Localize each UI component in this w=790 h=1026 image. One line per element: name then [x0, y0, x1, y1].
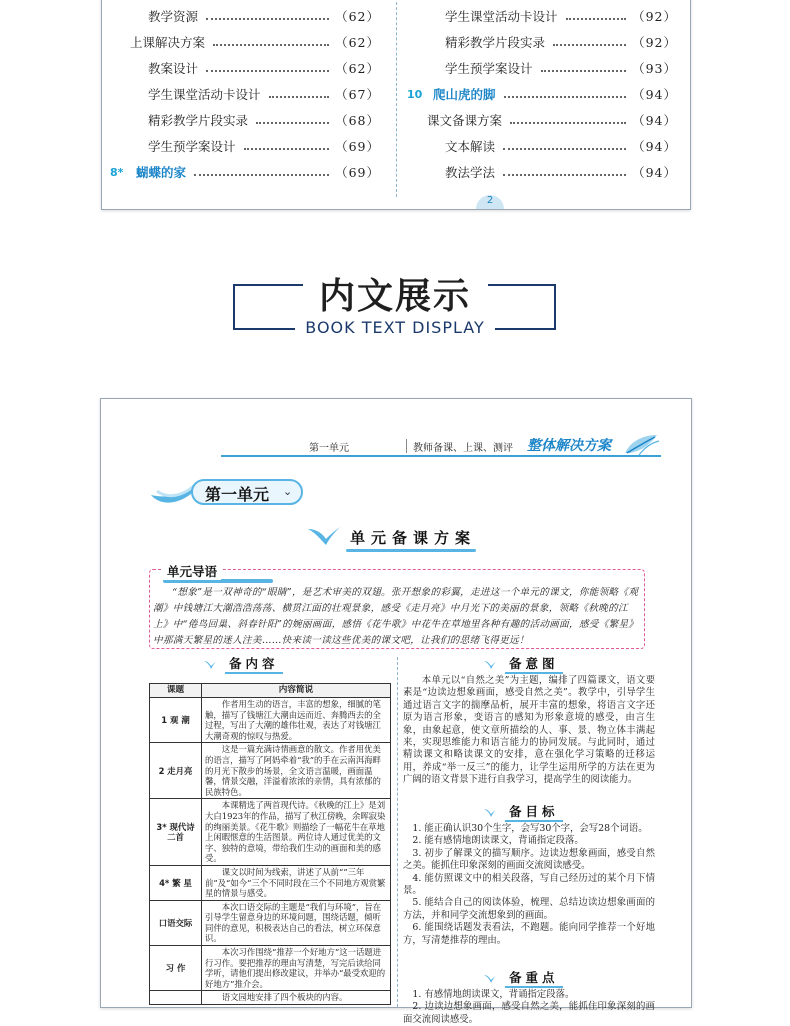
- table-row: [150, 743, 391, 799]
- prep-heading: [203, 655, 283, 673]
- bird-icon: [306, 523, 342, 549]
- toc-entry-title: 爬山虎的脚: [433, 87, 496, 102]
- toc-entry[interactable]: [110, 57, 380, 79]
- toc-leader-dots: [206, 70, 329, 72]
- toc-page-ref: （62）: [335, 9, 380, 24]
- toc-divider: [396, 0, 398, 197]
- toc-chapter-number: 8*: [110, 165, 124, 179]
- prep-content-column: [143, 655, 395, 1015]
- toc-entry-title: 学生课堂活动卡设计: [148, 87, 261, 102]
- toc-leader-dots: [213, 44, 329, 46]
- bird-icon: [483, 972, 499, 984]
- toc-entry[interactable]: [407, 31, 677, 53]
- goals-heading: [483, 803, 563, 821]
- toc-leader-dots: [256, 122, 329, 124]
- toc-leader-dots: [194, 174, 329, 176]
- column-divider: [397, 657, 398, 1007]
- running-head-rule: [221, 455, 661, 457]
- column-header: 课题: [150, 684, 202, 698]
- section-title: 内文展示: [318, 276, 471, 317]
- leaf-icon: [621, 433, 661, 457]
- toc-leader-dots: [510, 122, 626, 124]
- keypoints-heading-label: 备重点: [505, 968, 563, 988]
- toc-entry-title: 教案设计: [148, 61, 199, 76]
- toc-entry[interactable]: [407, 57, 677, 79]
- list-item: 2. 能有感情地朗读课文，背诵指定段落。: [412, 835, 584, 847]
- intro-text: “想象”是一双神奇的“眼睛”，是艺术审美的双翅。张开想象的彩翼，走进这一个单元的课文，你能领略《观潮》中钱塘江大潮浩浩荡荡、横贯江面的壮观景象，感受《走月亮》中月光下的美丽的景象，领略《秋晚的江上》中“倦鸟回巢、斜春针阳”的婉丽画面，感悟《花牛歌》中花牛在草地里各种有趣的活动画面，感受《繁星》中那满天繁星的迷人注美……快来读一读这些优美的课文吧，让我们的思绪飞得更远！: [153, 587, 639, 646]
- toc-entry[interactable]: [407, 109, 677, 131]
- toc-page-ref: （94）: [632, 87, 677, 102]
- toc-entry-title: 课文备课方案: [427, 113, 503, 128]
- goals-heading-label: 备目标: [505, 802, 563, 822]
- intent-column: [403, 655, 659, 1025]
- toc-page-ref: （92）: [632, 35, 677, 50]
- row-description: 语文园地安排了四个板块的内容。: [202, 991, 391, 1005]
- toc-leader-dots: [206, 18, 329, 20]
- book-page: [100, 398, 692, 1025]
- row-topic: 3* 现代诗二首: [150, 799, 202, 866]
- toc-entry[interactable]: [110, 31, 380, 53]
- toc-entry-title: 教法学法: [445, 165, 496, 180]
- unit-title: 第一单元: [205, 485, 270, 504]
- row-topic: 1 观 潮: [150, 698, 202, 743]
- row-description: 这是一篇充满诗情画意的散文。作者用优美的语言，描写了阿妈牵着“我”的手在云南洱海畔的月光下散步的场景，全文语言温暖，画面温馨，情景交融，洋溢着浓浓的亲情，具有浓郁的民族特色。: [202, 743, 391, 799]
- toc-leader-dots: [504, 96, 627, 98]
- toc-entry-title: 教学资源: [148, 9, 199, 24]
- toc-leader-dots: [269, 96, 330, 98]
- table-row: [150, 900, 391, 945]
- toc-entry-title: 文本解读: [445, 139, 496, 154]
- toc-page-ref: （94）: [632, 113, 677, 128]
- toc-entry[interactable]: [407, 5, 677, 27]
- list-item: 4. 能仿照课文中的相关段落，写自己经历过的某个月下情景。: [403, 872, 655, 897]
- bird-icon: [483, 806, 499, 818]
- row-description: 课文以时间为线索，讲述了从前“”三年前”及“如今”三个不同时段在三个不同地方观赏繁星的情景与感受。: [202, 865, 391, 900]
- running-head-separator: [406, 439, 407, 453]
- toc-leader-dots: [244, 148, 330, 150]
- toc-entry[interactable]: [110, 109, 380, 131]
- toc-page-ref: （94）: [632, 139, 677, 154]
- table-header-row: [150, 684, 391, 698]
- plan-title: 单元备课方案: [350, 529, 477, 547]
- list-item: 1. 有感情地朗读课文，背诵指定段落。: [412, 989, 575, 1000]
- row-description: 本次习作围绕“推荐一个好地方”这一话题进行习作。要把推荐的理由写清楚，写完后读给同学听，请他们提出修改建议，并举办“最受欢迎的好地方”推介会。: [202, 946, 391, 991]
- prep-table: [149, 683, 391, 1005]
- running-head-desc: 教师备课、上课、测评: [413, 443, 513, 454]
- table-row: [150, 799, 391, 866]
- toc-page-number: 2: [476, 195, 504, 209]
- table-row: [150, 991, 391, 1005]
- row-topic: 口语交际: [150, 900, 202, 945]
- list-item: 6. 能围绕话题发表看法，不跑题。能向同学推荐一个好地方，写清楚推荐的理由。: [403, 922, 655, 946]
- table-row: [150, 946, 391, 991]
- toc-entry-title: 蝴蝶的家: [136, 165, 187, 180]
- toc-entry[interactable]: [110, 135, 380, 157]
- plan-title-underline: [346, 549, 476, 552]
- toc-chapter-entry[interactable]: [110, 161, 380, 183]
- intent-heading: [483, 655, 563, 673]
- toc-page-ref: （67）: [335, 87, 380, 102]
- section-heading: [0, 250, 790, 350]
- list-item: 2. 边读边想象画面，感受自然之美，能抓住印象深刻的画面交流阅读感受。: [403, 1001, 655, 1025]
- row-topic: [150, 991, 202, 1005]
- bird-icon: [203, 658, 219, 670]
- toc-chapter-number: 10: [407, 87, 423, 101]
- toc-entry[interactable]: [110, 83, 380, 105]
- intent-text: 本单元以“自然之美”为主题，编排了四篇课文，语文要素是“边读边想象画面，感受自然之美”。教学中，引导学生通过语言文字的揣摩品析，展开丰富的想象，将语言文字还原为语言形象，变语言的感知为形象意境的感受，由言生象，由象起意，使文章所描绘的人、事、景、物立体丰满起来，实现思维能力和语言能力的协同发展。与此同时，通过精读课文和略读课文的安排，意在强化学习策略的迁移运用，养成“举一反三”的能力，让学生运用所学的方法在更为广阔的语文背景下进行自我学习，提高学生的阅读能力。: [403, 675, 655, 786]
- goals-list: [403, 823, 655, 947]
- toc-chapter-entry[interactable]: [407, 83, 677, 105]
- row-description: 作者用生动的语言，丰富的想象，细腻的笔触，描写了钱塘江大潮由远而近、奔腾西去的全过程，写出了大潮的雄伟壮观，表达了对钱塘江大潮奇观的惊叹与热爱。: [202, 698, 391, 743]
- chevron-down-icon: ⌄: [283, 485, 293, 498]
- toc-entry[interactable]: [407, 135, 677, 157]
- prep-heading-label: 备内容: [225, 654, 283, 674]
- toc-entry-title: 精彩教学片段实录: [148, 113, 249, 128]
- running-head-unit: 第一单元: [309, 443, 349, 454]
- toc-leader-dots: [541, 70, 627, 72]
- toc-page-ref: （94）: [632, 165, 677, 180]
- toc-entry-title: 上课解决方案: [130, 35, 206, 50]
- unit-banner: [149, 473, 304, 509]
- toc-entry-title: 学生预学案设计: [148, 139, 236, 154]
- plan-heading: [306, 523, 486, 551]
- row-topic: 2 走月亮: [150, 743, 202, 799]
- column-header: 内容简说: [202, 684, 391, 698]
- table-row: [150, 865, 391, 900]
- running-head-brand: 整体解决方案: [527, 438, 611, 454]
- toc-leader-dots: [503, 174, 626, 176]
- toc-leader-dots: [566, 18, 627, 20]
- toc-entry-title: 学生预学案设计: [445, 61, 533, 76]
- toc-leader-dots: [553, 44, 626, 46]
- toc-page-ref: （62）: [335, 35, 380, 50]
- toc-entry-title: 精彩教学片段实录: [445, 35, 546, 50]
- list-item: 3. 初步了解课文的描写顺序。边读边想象画面，感受自然之美。能抓住印象深刻的画面交流阅读感受。: [403, 847, 655, 872]
- keypoints-heading: [483, 969, 563, 987]
- row-description: 本课精选了两首现代诗。《秋晚的江上》是刘大白1923年的作品，描写了秋江傍晚，余晖寂染的绚丽美景。《花牛歌》则描绘了一幅花牛在草地上闲暇惬意的生活图景。两位诗人通过优美的文字、独特的意境，带给我们生动的画面和美的感受。: [202, 799, 391, 866]
- toc-page-ref: （92）: [632, 9, 677, 24]
- row-topic: 习 作: [150, 946, 202, 991]
- toc-entry[interactable]: [407, 161, 677, 183]
- toc-entry[interactable]: [110, 5, 380, 27]
- intro-label: 单元导语: [163, 562, 221, 580]
- row-description: 本次口语交际的主题是“我们与环境”，旨在引导学生留意身边的环境问题，围绕话题，倾听同伴的意见，积极表达自己的看法，树立环保意识。: [202, 900, 391, 945]
- toc-page-ref: （68）: [335, 113, 380, 128]
- toc-page-ref: （69）: [335, 139, 380, 154]
- intent-heading-label: 备意图: [505, 654, 563, 674]
- keypoints-list: [403, 989, 655, 1026]
- table-row: [150, 698, 391, 743]
- row-topic: 4* 繁 星: [150, 865, 202, 900]
- prep-table-body: [150, 698, 391, 1005]
- toc-card: [101, 0, 691, 210]
- toc-page-ref: （62）: [335, 61, 380, 76]
- section-subtitle-text: BOOK TEXT DISPLAY: [295, 318, 494, 337]
- running-head: [101, 435, 693, 459]
- toc-page-ref: （69）: [335, 165, 380, 180]
- list-item: 1. 能正确认识30个生字，会写30个字，会写28个词语。: [412, 823, 648, 834]
- list-item: 5. 能结合自己的阅读体验，梳理、总结边读边想象画面的方法，并和同学交流想象到的画面。: [403, 897, 655, 921]
- toc-entry-title: 学生课堂活动卡设计: [445, 9, 558, 24]
- toc-page-ref: （93）: [632, 61, 677, 76]
- bird-icon: [483, 658, 499, 670]
- toc-leader-dots: [503, 148, 626, 150]
- section-subtitle: [0, 318, 790, 337]
